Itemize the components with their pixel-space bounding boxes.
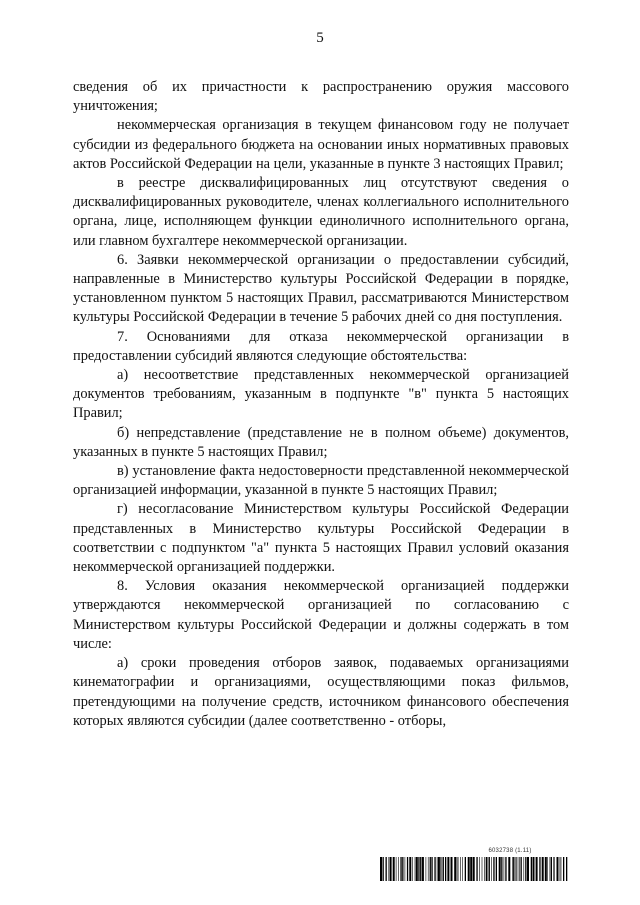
barcode-bar (442, 857, 443, 881)
document-code: 6032738 (1.11) (488, 848, 532, 854)
barcode-bar (496, 857, 497, 881)
paragraph-10: 8. Условия оказания некоммерческой организацией поддержки утверждаются некоммерческой организацией по согласованию с Министерством культуры Российской Федерации и должны содержать в том числе: (73, 578, 569, 652)
barcode-bar (460, 857, 461, 881)
barcode-bar (443, 857, 444, 881)
barcode-bar (431, 857, 432, 881)
barcode-bar (519, 857, 520, 881)
barcode-bar (420, 857, 421, 881)
barcode-bar (454, 857, 456, 881)
barcode-bar (551, 857, 552, 881)
barcode-bar (554, 857, 555, 881)
barcode-bar (521, 857, 522, 881)
barcode-bar (489, 857, 490, 881)
barcode-bar (479, 857, 480, 881)
barcode-bar (440, 857, 441, 881)
page-number: 5 (316, 30, 324, 46)
barcode-bar (468, 857, 470, 881)
barcode-bar (547, 857, 548, 881)
paragraph-6: а) несоответствие представленных некоммерческой организацией документов требованиям, указанным в подпункте "в" пункта 5 настоящих Правил; (73, 367, 569, 422)
document-body (73, 78, 569, 731)
barcode-bar (545, 857, 547, 881)
paragraph-7: б) непредставление (представление не в полном объеме) документов, указанных в пункте 5 настоящих Правил; (73, 424, 569, 460)
paragraph-3: в реестре дисквалифицированных лиц отсутствуют сведения о дисквалифицированных руководителе, членах коллегиального исполнительного органа, лице, исполняющем функции единоличного исполнительного органа, или главном бухгалтере некоммерческой организации. (73, 175, 569, 249)
barcode-bar (438, 857, 440, 881)
barcode-bar (402, 857, 403, 881)
barcode-bar (434, 857, 435, 881)
barcode-bar (484, 857, 485, 881)
barcode-bar (457, 857, 458, 881)
barcode-bar (409, 857, 411, 881)
paragraph-4: 6. Заявки некоммерческой организации о предоставлении субсидий, направленные в Министерство культуры Российской Федерации в порядке, установленном пунктом 5 настоящих Правил, рассматриваются Министерством культуры Российской Федерации в течение 5 рабочих дней со дня поступления. (73, 251, 569, 326)
barcode-bar (428, 857, 429, 881)
barcode-bar (493, 857, 494, 881)
barcode-bar (396, 857, 397, 881)
barcode-bar (553, 857, 554, 881)
barcode-bar (539, 857, 540, 881)
barcode-bar (447, 857, 449, 881)
barcode-bar (386, 857, 387, 881)
barcode-bar (491, 857, 492, 881)
paragraph-9: г) несогласование Министерством культуры Российской Федерации представленных в Министерство культуры Российской Федерации в соответствии с подпунктом "а" пункта 5 настоящих Правил условий оказания некоммерческой организацией поддержки. (73, 501, 569, 576)
paragraph-5: 7. Основаниями для отказа некоммерческой организации в предоставлении субсидий являются следующие обстоятельства: (73, 328, 569, 364)
barcode-bar (550, 857, 551, 881)
barcode-bar (486, 857, 487, 881)
barcode-bar (482, 857, 483, 881)
barcode-bar (412, 857, 413, 881)
paragraph-1: сведения об их причастности к распространению оружия массового уничтожения; (73, 79, 569, 115)
barcode-bar (557, 857, 559, 881)
barcode-bar (422, 857, 424, 881)
barcode-bar (524, 857, 525, 881)
barcode-bar (407, 857, 408, 881)
barcode-bar (380, 857, 382, 881)
barcode-bar (488, 857, 489, 881)
paragraph-8: в) установление факта недостоверности представленной некоммерческой организацией информации, указанной в пункте 5 настоящих Правил; (73, 463, 569, 499)
barcode-bar (445, 857, 446, 881)
barcode-bar (398, 857, 399, 881)
barcode-icon (380, 857, 568, 881)
barcode-bar (516, 857, 517, 881)
barcode-bar (465, 857, 466, 881)
barcode-bar (531, 857, 532, 881)
barcode-bar (451, 857, 453, 881)
barcode-bar (560, 857, 561, 881)
barcode-bar (525, 857, 526, 881)
barcode-bar (416, 857, 418, 881)
barcode-bar (470, 857, 472, 881)
barcode-bar (505, 857, 506, 881)
barcode-bar (458, 857, 459, 881)
barcode-bar (504, 857, 505, 881)
barcode-bar (512, 857, 513, 881)
barcode-bar (426, 857, 427, 881)
barcode-bar (393, 857, 395, 881)
barcode-bar (462, 857, 463, 881)
barcode-bar (418, 857, 419, 881)
barcode-bar (533, 857, 535, 881)
barcode-bar (508, 857, 510, 881)
barcode-bar (415, 857, 416, 881)
barcode-bar (390, 857, 392, 881)
barcode-bar (536, 857, 538, 881)
barcode-bar (561, 857, 562, 881)
barcode-bar (400, 857, 401, 881)
barcode-bar (527, 857, 529, 881)
barcode-bar (515, 857, 516, 881)
barcode-bar (518, 857, 519, 881)
paragraph-2: некоммерческая организация в текущем финансовом году не получает субсидии из федерального бюджета на основании иных нормативных правовых актов Российской Федерации на цели, указанные в пункте 3 настоящих Правил; (73, 117, 569, 172)
barcode-bar (430, 857, 431, 881)
barcode-bar (513, 857, 514, 881)
barcode-bar (383, 857, 384, 881)
barcode-bar (437, 857, 438, 881)
paragraph-11: а) сроки проведения отборов заявок, подаваемых организациями кинематографии и организациями, осуществляющими показ фильмов, претендующими на получение средств, источником финансового обеспечения которых являются субсидии (далее соответственно - отборы, (73, 655, 569, 729)
barcode-bar (389, 857, 390, 881)
barcode-bar (542, 857, 544, 881)
barcode-bar (566, 857, 567, 881)
barcode-bar (563, 857, 564, 881)
barcode-bar (499, 857, 501, 881)
barcode-bar (476, 857, 477, 881)
barcode-bar (501, 857, 502, 881)
barcode-bar (405, 857, 406, 881)
barcode-bar (473, 857, 475, 881)
